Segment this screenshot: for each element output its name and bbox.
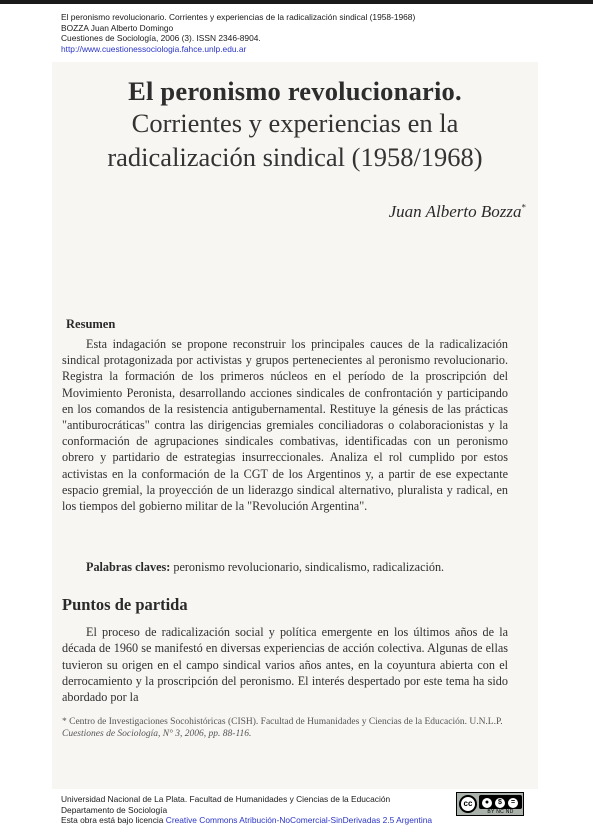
- license-codes: [479, 809, 522, 815]
- keywords-line: [86, 560, 444, 575]
- keywords-list: peronismo revolucionario, sindicalismo, radicalización.: [173, 560, 445, 574]
- section-heading: Puntos de partida: [62, 595, 188, 614]
- section-body: [62, 624, 508, 705]
- author-name: Juan Alberto Bozza: [388, 202, 522, 221]
- license-code-by: BY: [487, 809, 495, 815]
- abstract-body: [62, 336, 508, 514]
- article-title-line-3: radicalización sindical (1958/1968): [107, 142, 483, 172]
- author-footnote-mark: *: [521, 202, 526, 213]
- creative-commons-badge-icon[interactable]: [456, 792, 524, 816]
- document-footer: [61, 794, 432, 826]
- license-code-nc: NC: [496, 809, 505, 815]
- footer-department: Departamento de Sociología: [61, 804, 168, 815]
- article-title-line-1: El peronismo revolucionario.: [128, 76, 462, 106]
- header-journal: Cuestiones de Sociología, 2006 (3). ISSN 2346-8904.: [61, 33, 261, 44]
- noncommercial-icon: $: [495, 798, 505, 808]
- cc-logo-icon: cc: [459, 795, 477, 813]
- abstract-paragraph: Esta indagación se propone reconstruir los principales cauces de la radicalización sindical protagonizada por activistas y grupos pertenecientes al peronismo revolucionario. Registra la formación de los primeros núcleos en el período de la proscripción del Movimiento Peronista, desarrollando acciones sindicales de confrontación y participando en los comandos de la resistencia antigubernamental. Restituye la génesis de las prácticas "antiburocráticas" contra las dirigencias gremiales conciliadoras o colaboracionistas y la conformación de agrupaciones sindicales combativas, identificadas con un peronismo obrero y partidario de estrategias insurreccionales. Analiza el rol cumplido por estos activistas en la conformación de la CGT de los Argentinos y, a partir de ese expectante espacio gremial, la proyección de un liderazgo sindical alternativo, pluralista y radical, en los tiempos del gobierno militar de la "Revolución Argentina".: [62, 337, 508, 514]
- footer-university: Universidad Nacional de La Plata. Facultad de Humanidades y Ciencias de la Educación: [61, 794, 391, 804]
- article-title-line-2: Corrientes y experiencias en la: [131, 108, 459, 138]
- top-border-bar: [0, 0, 593, 4]
- license-code-nd: ND: [505, 809, 514, 815]
- header-url-link[interactable]: http://www.cuestionessociologia.fahce.unlp.edu.ar: [61, 43, 247, 54]
- attribution-icon: ●: [482, 798, 492, 808]
- license-link[interactable]: Creative Commons Atribución-NoComercial-SinDerivadas 2.5 Argentina: [165, 815, 433, 826]
- abstract-heading: Resumen: [66, 317, 116, 331]
- noderivatives-icon: =: [508, 798, 518, 808]
- footer-license-line: [61, 815, 432, 826]
- keywords-label: Palabras claves:: [86, 560, 171, 574]
- scanned-page: [52, 62, 538, 789]
- document-header: [61, 12, 415, 54]
- header-citation-title: El peronismo revolucionario. Corrientes y experiencias de la radicalización sindical (1958-1968): [61, 12, 416, 22]
- header-author: BOZZA Juan Alberto Domingo: [61, 22, 174, 33]
- footnote-affiliation: * Centro de Investigaciones Socohistóricas (CISH). Facultad de Humanidades y Ciencias de la Educación. U.N.L.P.: [62, 717, 503, 727]
- article-author: [389, 202, 526, 222]
- footnote: [62, 716, 508, 740]
- footer-license-prefix: Esta obra está bajo licencia: [61, 815, 164, 826]
- license-symbols-strip: [479, 795, 522, 809]
- section-paragraph: El proceso de radicalización social y política emergente en los últimos años de la década de 1960 se manifestó en diversas experiencias de acción colectiva. Algunas de ellas tuvieron su origen en el campo sindical varios años antes, en la coyuntura abierta con el derrocamiento y la proscripción del peronismo. El interés despertado por este tema ha sido abordado por la: [62, 625, 508, 705]
- footnote-citation: Cuestiones de Sociología, N° 3, 2006, pp. 88-116.: [62, 729, 252, 739]
